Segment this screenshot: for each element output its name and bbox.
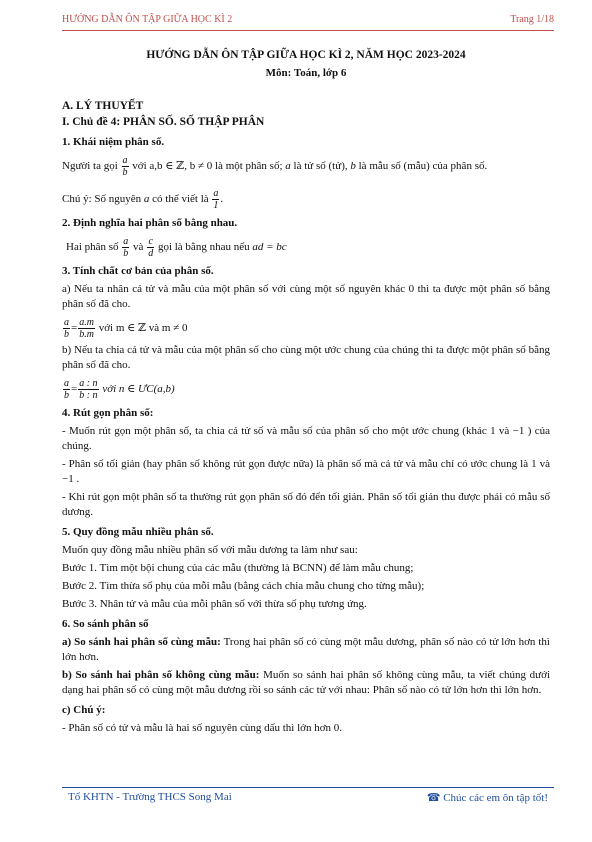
s3-a-text: a) Nếu ta nhân cả tử và mẫu của một phân số với cùng một số nguyên khác 0 thì ta được một phân số bằng phân số đã cho.: [62, 283, 550, 310]
frac-num: a : n: [79, 378, 98, 389]
frac-den: b: [64, 329, 69, 340]
s6-c-heading: c) Chú ý:: [62, 704, 106, 716]
s1-text-post: là mẫu số (mẫu) của phân số.: [355, 160, 488, 173]
var-b: b: [350, 160, 356, 173]
frac-num: a: [123, 236, 129, 247]
section-a-heading: A. LÝ THUYẾT: [62, 100, 144, 112]
frac-den: b: [123, 248, 129, 259]
frac-num: a: [213, 188, 219, 199]
frac-den: 1: [213, 200, 219, 211]
s5-step2: Bước 2. Tìm thừa số phụ của mỗi mẫu (bằng cách chia mẫu chung cho từng mẫu);: [62, 580, 425, 592]
s1-heading: 1. Khái niệm phân số.: [62, 136, 165, 148]
document-subtitle: Môn: Toán, lớp 6: [265, 67, 347, 79]
s6-b-text: Muốn so sánh hai phân số không cùng mẫu, ta viết chúng dưới dạng hai phân số có cùng một mẫu dương rồi so sánh các tử với nhau: Phân số nào có tử lớn hơn thì lớn hơn.: [62, 669, 550, 696]
s5-step1: Bước 1. Tìm một bội chung của các mẫu (thường là BCNN) để làm mẫu chung;: [62, 562, 414, 574]
s4-p2: - Phân số tối giản (hay phân số không rút gọn được nữa) là phân số mà cả tử và mẫu chỉ có ước chung là 1 và −1 .: [62, 458, 550, 485]
fraction-c-d: [147, 236, 154, 259]
frac-den: b : n: [79, 390, 98, 401]
s1-condition: với a,b ∈ ℤ, b ≠ 0: [132, 160, 213, 173]
header-title: HƯỚNG DẪN ÔN TẬP GIỮA HỌC KÌ 2: [62, 14, 233, 25]
s2-text-pre: Hai phân số: [66, 241, 119, 254]
s1-note: [62, 188, 550, 211]
s2-and: và: [133, 241, 144, 254]
frac-num: a: [122, 155, 128, 166]
s6-a: [62, 635, 550, 665]
note-pre: Chú ý: Số nguyên: [62, 193, 142, 206]
page-number: Trang 1/18: [510, 14, 554, 25]
footer-school: Tổ KHTN - Trường THCS Song Mai: [68, 791, 232, 803]
var-a: a: [285, 160, 291, 173]
s3-b-condition: với n ∈ ƯC(a,b): [102, 383, 175, 396]
s6-heading: 6. So sánh phân số: [62, 618, 149, 630]
s2-definition: [62, 236, 550, 259]
equals-sign: =: [71, 383, 78, 396]
s3-heading: 3. Tính chất cơ bản của phân số.: [62, 265, 214, 277]
s2-heading: 2. Định nghĩa hai phân số bằng nhau.: [62, 217, 238, 229]
fraction-a-1: [212, 188, 219, 211]
frac-den: d: [148, 248, 154, 259]
page-footer: [68, 791, 548, 807]
s3-b-formula: [62, 378, 550, 401]
document-title: HƯỚNG DẪN ÔN TẬP GIỮA HỌC KÌ 2, NĂM HỌC 2023-2024: [146, 49, 466, 61]
s6-b-label: b) So sánh hai phân số không cùng mẫu:: [62, 669, 260, 681]
page-header: [62, 14, 554, 30]
chapter-heading: I. Chủ đề 4: PHÂN SỐ. SỐ THẬP PHÂN: [62, 116, 265, 128]
s6-a-label: a) So sánh hai phân số cùng mẫu:: [62, 636, 221, 648]
note-mid: có thể viết là: [152, 193, 209, 206]
header-divider: [62, 30, 554, 31]
fraction-a-b: [63, 378, 70, 401]
fraction-an-bn: [78, 378, 98, 401]
equals-sign: =: [71, 322, 78, 335]
s6-b: [62, 668, 550, 698]
document-body: [62, 38, 550, 736]
frac-num: a: [64, 378, 69, 389]
frac-den: b: [122, 167, 128, 178]
s4-heading: 4. Rút gọn phân số:: [62, 407, 154, 419]
s1-definition: [62, 155, 550, 178]
s4-p3: - Khi rút gọn một phân số ta thường rút gọn phân số đó đến tối giản. Phân số tối giản thu được phải có mẫu số dương.: [62, 491, 550, 518]
note-end: .: [220, 193, 224, 206]
frac-den: b.m: [79, 329, 94, 340]
s4-p1: - Muốn rút gọn một phân số, ta chia cả tử số và mẫu số của phân số cho một ước chung (khác 1 và −1 ) của chúng.: [62, 425, 550, 452]
fraction-a-b: [122, 155, 129, 178]
s5-intro: Muốn quy đồng mẫu nhiều phân số với mẫu dương ta làm như sau:: [62, 544, 358, 556]
frac-num: c: [148, 236, 153, 247]
s6-c-text: - Phân số có tử và mẫu là hai số nguyên cùng dấu thì lớn hơn 0.: [62, 722, 343, 734]
s5-heading: 5. Quy đồng mẫu nhiều phân số.: [62, 526, 214, 538]
frac-num: a.m: [79, 317, 94, 328]
footer-wish: ☎ Chúc các em ôn tập tốt!: [426, 792, 548, 804]
note-var: a: [143, 193, 150, 206]
s2-equation: ad = bc: [252, 241, 287, 254]
frac-num: a: [64, 317, 69, 328]
fraction-a-b: [63, 317, 70, 340]
s2-text-mid: gọi là bằng nhau nếu: [157, 241, 250, 254]
fraction-a-b: [122, 236, 129, 259]
s1-text-mid1: là một phân số;: [212, 160, 286, 173]
s5-step3: Bước 3. Nhân tử và mẫu của mỗi phân số với thừa số phụ tương ứng.: [62, 598, 367, 610]
s1-text-mid2: là tử số (tử),: [290, 160, 351, 173]
footer-divider: [62, 787, 554, 788]
s3-b-text: b) Nếu ta chia cả tử và mẫu của một phân số cho cùng một ước chung của chúng thì ta được một phân số bằng phân số đã cho.: [62, 344, 550, 371]
fraction-am-bm: [78, 317, 95, 340]
s3-a-condition: với m ∈ ℤ và m ≠ 0: [98, 322, 188, 335]
frac-den: b: [64, 390, 69, 401]
s1-text-pre: Người ta gọi: [62, 160, 118, 173]
s3-a-formula: [62, 317, 550, 340]
s6-a-text: Trong hai phân số có cùng một mẫu dương, phân số nào có tử lớn hơn thì lớn hơn.: [62, 636, 550, 663]
